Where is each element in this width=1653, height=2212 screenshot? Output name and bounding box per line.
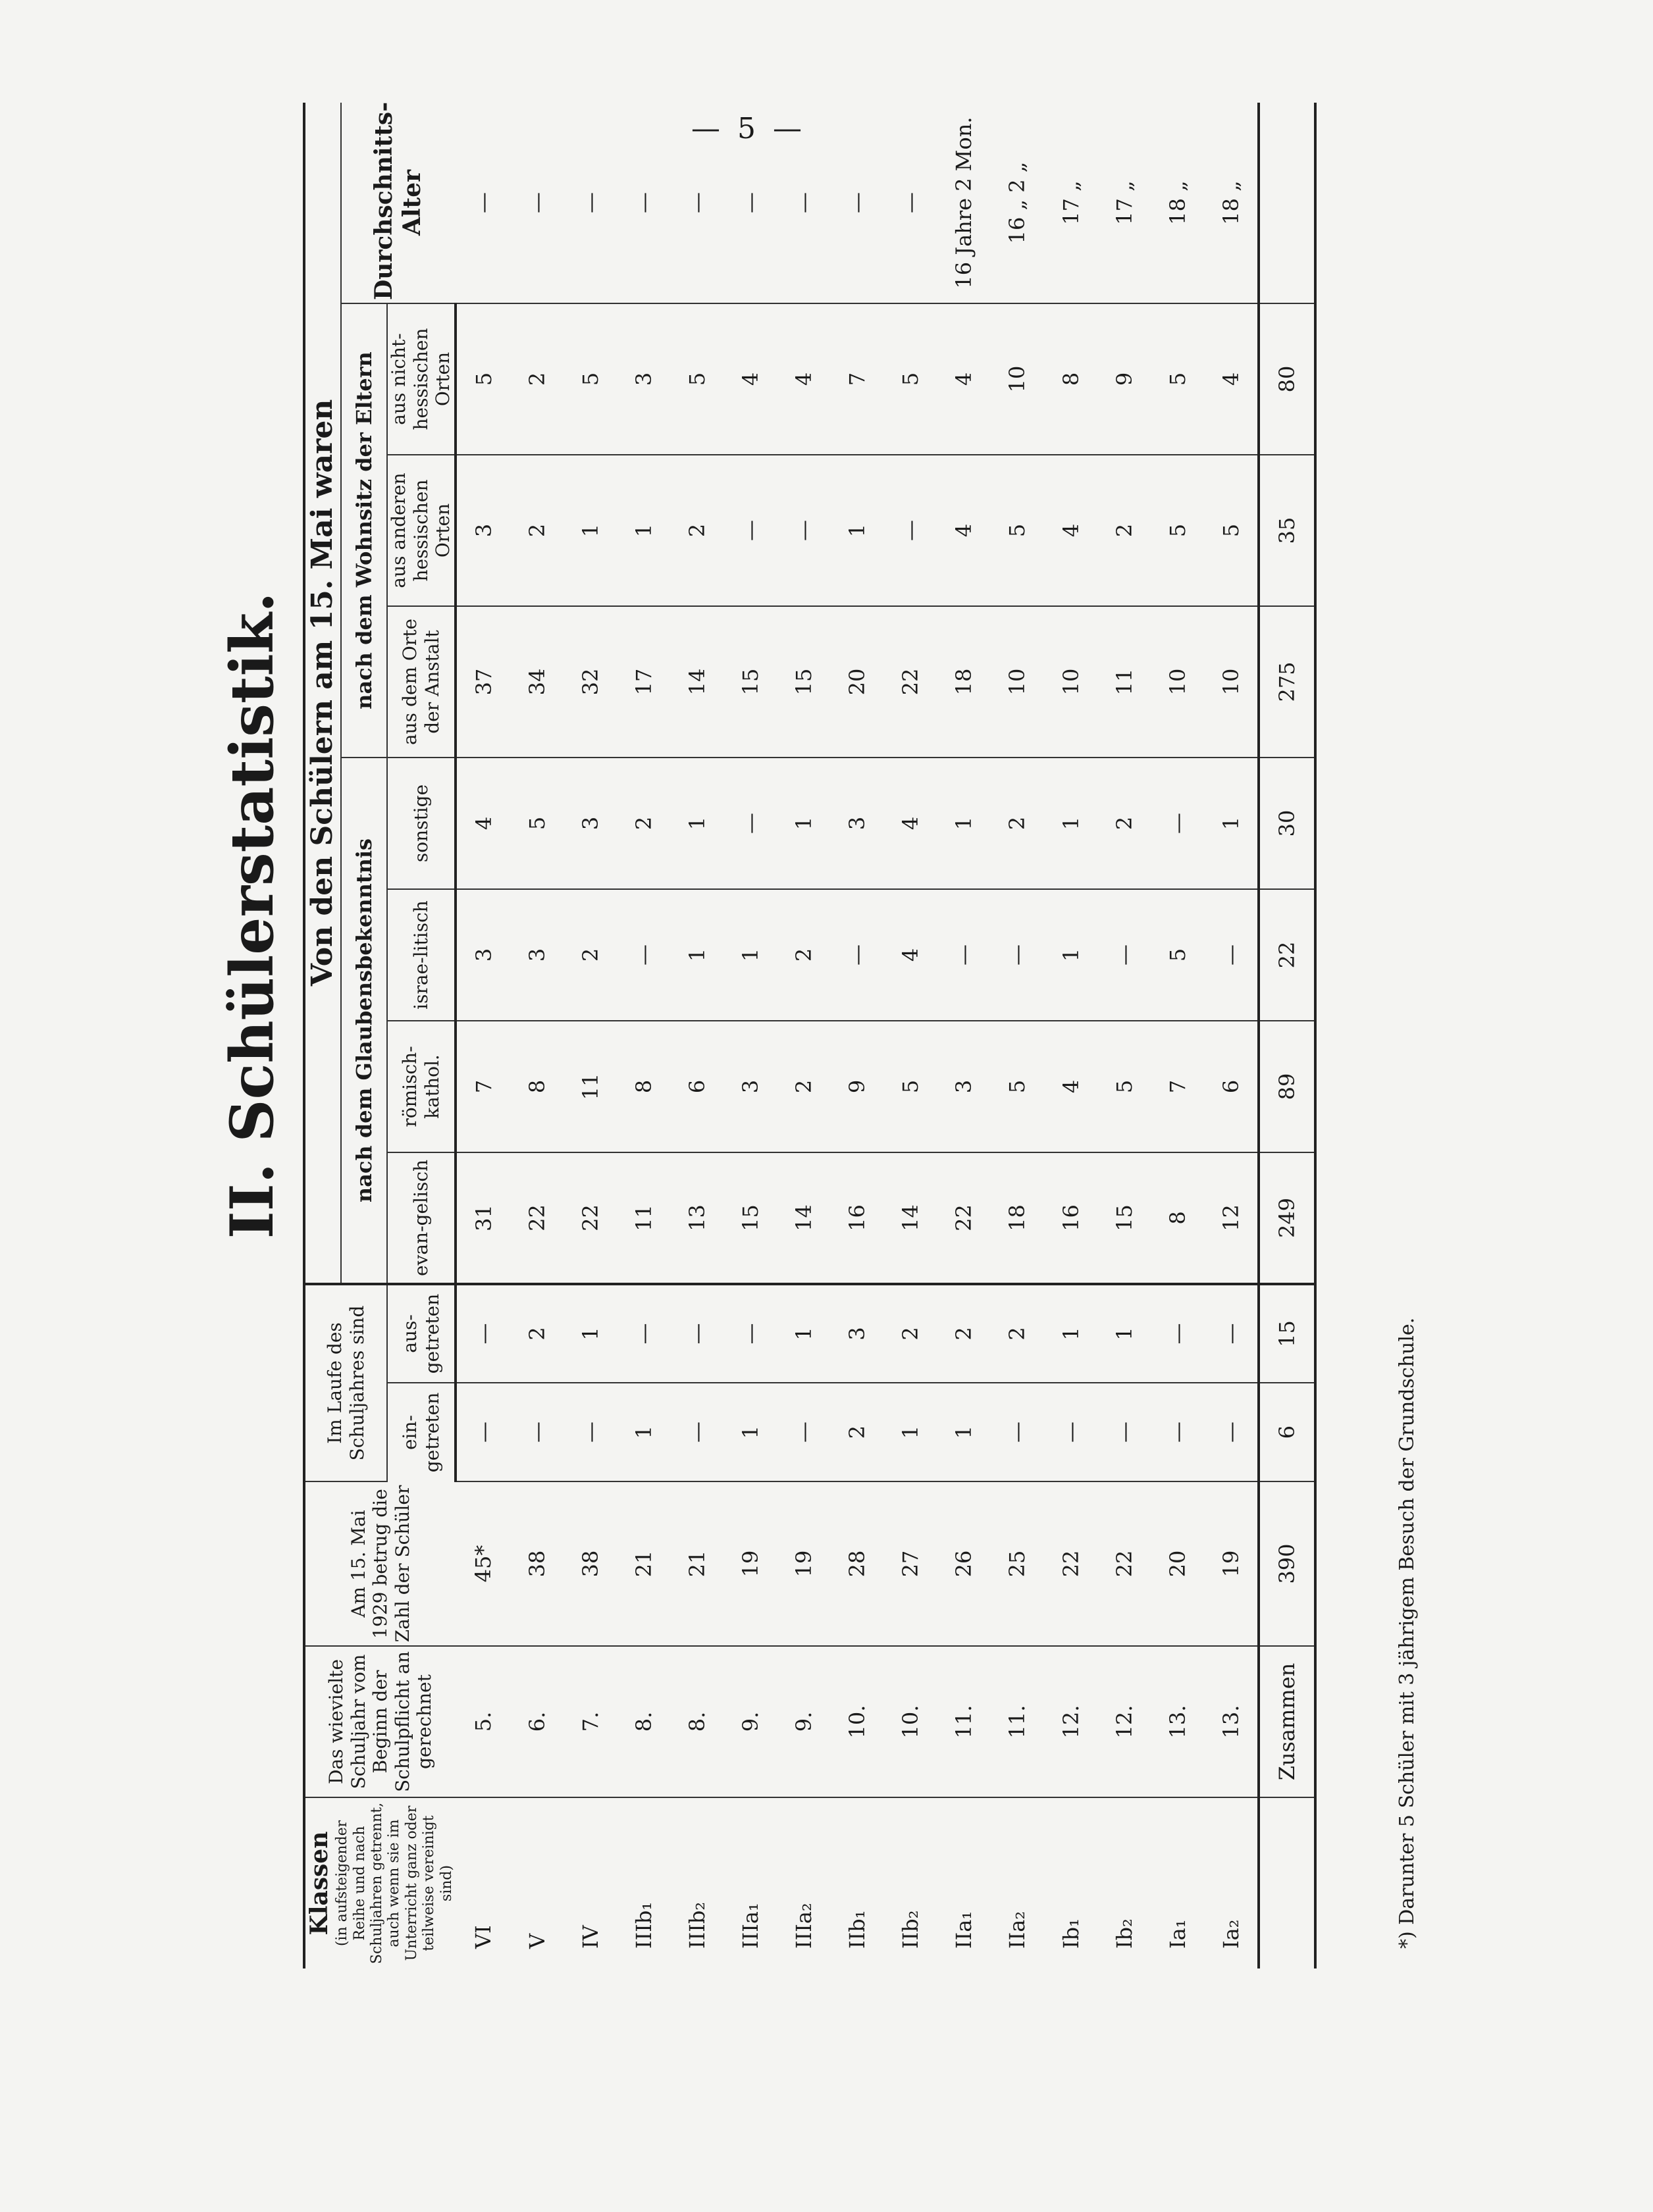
cell-ein: — <box>564 1383 617 1481</box>
cell-alter: 18 „ <box>1151 103 1204 303</box>
cell-schuljahr: 8. <box>670 1646 723 1797</box>
cell-sonst: — <box>1151 758 1204 889</box>
cell-klasse: Ib₂ <box>1111 1918 1137 1949</box>
cell-ev: 31 <box>456 1152 510 1284</box>
total-cell-label: Zusammen <box>1259 1646 1315 1797</box>
cell-isr: 2 <box>777 889 831 1021</box>
cell-ort: 10 <box>1204 606 1259 758</box>
cell-ein: 1 <box>724 1383 777 1481</box>
cell-isr: 1 <box>670 889 723 1021</box>
header-katholisch: römisch-kathol. <box>387 1021 456 1152</box>
cell-zahl: 19 <box>777 1481 831 1646</box>
cell-aus: 2 <box>991 1284 1044 1383</box>
cell-schuljahr: 12. <box>1097 1646 1151 1797</box>
cell-hess: 2 <box>1097 455 1151 606</box>
header-alter: Durchschnitts-Alter <box>341 103 456 303</box>
header-von-den-schuelern: Von den Schülern am 15. Mai waren <box>304 103 341 1284</box>
cell-sonst: 3 <box>831 758 884 889</box>
cell-sonst: 2 <box>1097 758 1151 889</box>
cell-klasse: Ia₁ <box>1165 1919 1190 1949</box>
cell-zahl: 21 <box>617 1481 670 1646</box>
cell-ort: 37 <box>456 606 510 758</box>
header-klassen <box>304 1797 456 1968</box>
cell-nichthess: 4 <box>937 303 991 455</box>
cell-sonst: 1 <box>670 758 723 889</box>
cell-alter: — <box>456 103 510 303</box>
cell-aus: — <box>1204 1284 1259 1383</box>
cell-sonst: 1 <box>937 758 991 889</box>
cell-schuljahr: 9. <box>777 1646 831 1797</box>
table-row <box>991 103 1044 1968</box>
cell-aus: 1 <box>1044 1284 1097 1383</box>
cell-schuljahr: 10. <box>831 1646 884 1797</box>
cell-kath: 2 <box>777 1021 831 1152</box>
header-sonstige: sonstige <box>387 758 456 889</box>
cell-kath: 9 <box>831 1021 884 1152</box>
cell-nichthess: 9 <box>1097 303 1151 455</box>
cell-isr: — <box>831 889 884 1021</box>
cell-hess: 5 <box>991 455 1044 606</box>
table-row <box>1097 103 1151 1968</box>
table-row <box>1044 103 1097 1968</box>
cell-alter: 16 „ 2 „ <box>991 103 1044 303</box>
cell-aus: — <box>724 1284 777 1383</box>
cell-aus: — <box>456 1284 510 1383</box>
cell-aus: 1 <box>777 1284 831 1383</box>
cell-klasse: IIIa₁ <box>738 1903 764 1949</box>
cell-klasse: IIa₂ <box>1005 1911 1030 1949</box>
cell-ein: — <box>991 1383 1044 1481</box>
header-israelitisch: israe-litisch <box>387 889 456 1021</box>
cell-alter: — <box>670 103 723 303</box>
header-glaubensbekenntnis: nach dem Glaubensbekenntnis <box>341 758 387 1284</box>
cell-kath: 5 <box>1097 1021 1151 1152</box>
cell-hess: — <box>724 455 777 606</box>
cell-klasse: V <box>524 1933 550 1949</box>
cell-hess: 1 <box>564 455 617 606</box>
cell-kath: 7 <box>456 1021 510 1152</box>
cell-alter: — <box>884 103 937 303</box>
cell-isr: 3 <box>510 889 564 1021</box>
cell-ein: — <box>777 1383 831 1481</box>
cell-isr: — <box>1097 889 1151 1021</box>
cell-hess: 4 <box>937 455 991 606</box>
header-evangelisch: evan-gelisch <box>387 1152 456 1284</box>
cell-zahl: 28 <box>831 1481 884 1646</box>
cell-kath: 6 <box>1204 1021 1259 1152</box>
cell-nichthess: 5 <box>564 303 617 455</box>
cell-nichthess: 3 <box>617 303 670 455</box>
cell-ort: 17 <box>617 606 670 758</box>
cell-alter: — <box>617 103 670 303</box>
cell-schuljahr: 6. <box>510 1646 564 1797</box>
cell-isr: — <box>1204 889 1259 1021</box>
cell-ort: 11 <box>1097 606 1151 758</box>
cell-ein: 1 <box>884 1383 937 1481</box>
cell-sonst: 3 <box>564 758 617 889</box>
cell-zahl: 19 <box>724 1481 777 1646</box>
table-row <box>617 103 670 1968</box>
cell-kath: 7 <box>1151 1021 1204 1152</box>
cell-ev: 11 <box>617 1152 670 1284</box>
cell-ein: — <box>456 1383 510 1481</box>
cell-ort: 10 <box>1044 606 1097 758</box>
cell-klasse: Ib₁ <box>1058 1918 1084 1949</box>
footnote: *) Darunter 5 Schüler mit 3 jährigem Besuch der Grundschule. <box>1396 1317 1419 1949</box>
cell-nichthess: 5 <box>884 303 937 455</box>
total-cell-aus: 15 <box>1259 1284 1315 1383</box>
header-wohnsitz: nach dem Wohnsitz der Eltern <box>341 303 387 758</box>
cell-aus: 2 <box>510 1284 564 1383</box>
cell-ein: — <box>1204 1383 1259 1481</box>
cell-sonst: 2 <box>617 758 670 889</box>
total-row <box>1259 103 1315 1968</box>
cell-klasse: VI <box>470 1925 496 1949</box>
cell-ein: — <box>1097 1383 1151 1481</box>
table-row <box>1151 103 1204 1968</box>
cell-zahl: 20 <box>1151 1481 1204 1646</box>
cell-zahl: 26 <box>937 1481 991 1646</box>
cell-sonst: 4 <box>884 758 937 889</box>
cell-ort: 34 <box>510 606 564 758</box>
cell-schuljahr: 13. <box>1151 1646 1204 1797</box>
cell-ein: 1 <box>937 1383 991 1481</box>
cell-ort: 10 <box>1151 606 1204 758</box>
table-row <box>564 103 617 1968</box>
cell-alter: 17 „ <box>1044 103 1097 303</box>
cell-nichthess: 10 <box>991 303 1044 455</box>
header-klassen-title: Klassen <box>305 1831 333 1936</box>
cell-schuljahr: 13. <box>1204 1646 1259 1797</box>
cell-aus: — <box>670 1284 723 1383</box>
cell-hess: 1 <box>831 455 884 606</box>
cell-kath: 4 <box>1044 1021 1097 1152</box>
cell-aus: 1 <box>564 1284 617 1383</box>
cell-ort: 20 <box>831 606 884 758</box>
cell-kath: 3 <box>937 1021 991 1152</box>
cell-aus: — <box>617 1284 670 1383</box>
cell-ort: 18 <box>937 606 991 758</box>
cell-nichthess: 2 <box>510 303 564 455</box>
cell-ev: 15 <box>1097 1152 1151 1284</box>
cell-ev: 12 <box>1204 1152 1259 1284</box>
cell-alter: — <box>564 103 617 303</box>
total-cell-hess: 35 <box>1259 455 1315 606</box>
header-zahl: Am 15. Mai 1929 betrug die Zahl der Schüler <box>304 1481 456 1646</box>
total-cell-nichthess: 80 <box>1259 303 1315 455</box>
cell-ein: 1 <box>617 1383 670 1481</box>
cell-klasse: IIIb₁ <box>631 1901 656 1949</box>
cell-nichthess: 4 <box>724 303 777 455</box>
cell-isr: — <box>937 889 991 1021</box>
cell-hess: 1 <box>617 455 670 606</box>
header-klassen-note: (in aufsteigender Reihe und nach Schuljahren getrennt, auch wenn sie im Unterricht ganz oder teilweise vereinigt sind) <box>334 1802 455 1965</box>
cell-alter: 17 „ <box>1097 103 1151 303</box>
cell-zahl: 27 <box>884 1481 937 1646</box>
cell-klasse: IV <box>577 1925 603 1949</box>
cell-klasse: IIa₁ <box>951 1911 977 1949</box>
cell-schuljahr: 11. <box>937 1646 991 1797</box>
cell-schuljahr: 8. <box>617 1646 670 1797</box>
header-ausgetreten: aus-getreten <box>387 1284 456 1383</box>
cell-ev: 22 <box>510 1152 564 1284</box>
cell-sonst: 1 <box>1044 758 1097 889</box>
header-nicht-hessisch: aus nicht-hessischen Orten <box>387 303 456 455</box>
total-cell-ort: 275 <box>1259 606 1315 758</box>
table-row <box>777 103 831 1968</box>
cell-kath: 5 <box>884 1021 937 1152</box>
table-row <box>724 103 777 1968</box>
cell-ein: — <box>1151 1383 1204 1481</box>
cell-ort: 15 <box>777 606 831 758</box>
table-row <box>1204 103 1259 1968</box>
cell-ort: 32 <box>564 606 617 758</box>
cell-ev: 22 <box>937 1152 991 1284</box>
cell-aus: 2 <box>937 1284 991 1383</box>
cell-hess: 4 <box>1044 455 1097 606</box>
cell-hess: 5 <box>1204 455 1259 606</box>
cell-hess: 3 <box>456 455 510 606</box>
cell-isr: 1 <box>1044 889 1097 1021</box>
cell-ev: 8 <box>1151 1152 1204 1284</box>
cell-sonst: 4 <box>456 758 510 889</box>
cell-schuljahr: 9. <box>724 1646 777 1797</box>
cell-sonst: 1 <box>777 758 831 889</box>
total-cell-isr: 22 <box>1259 889 1315 1021</box>
cell-kath: 6 <box>670 1021 723 1152</box>
table-row <box>831 103 884 1968</box>
header-eingetreten: ein-getreten <box>387 1383 456 1481</box>
cell-ev: 16 <box>831 1152 884 1284</box>
cell-ev: 18 <box>991 1152 1044 1284</box>
cell-alter: 18 „ <box>1204 103 1259 303</box>
cell-isr: — <box>991 889 1044 1021</box>
cell-nichthess: 5 <box>1151 303 1204 455</box>
table-row <box>510 103 564 1968</box>
cell-ev: 14 <box>884 1152 937 1284</box>
student-statistics-table <box>303 103 1317 1968</box>
cell-schuljahr: 11. <box>991 1646 1044 1797</box>
cell-ev: 22 <box>564 1152 617 1284</box>
cell-zahl: 21 <box>670 1481 723 1646</box>
table-row <box>937 103 991 1968</box>
cell-isr: — <box>617 889 670 1021</box>
table-body <box>456 103 1315 1968</box>
cell-kath: 3 <box>724 1021 777 1152</box>
cell-alter: 16 Jahre 2 Mon. <box>937 103 991 303</box>
cell-nichthess: 4 <box>777 303 831 455</box>
cell-ort: 15 <box>724 606 777 758</box>
page-number: — 5 — <box>691 112 806 145</box>
cell-aus: — <box>1151 1284 1204 1383</box>
cell-isr: 3 <box>456 889 510 1021</box>
cell-ein: 2 <box>831 1383 884 1481</box>
table-row <box>884 103 937 1968</box>
cell-hess: — <box>884 455 937 606</box>
cell-schuljahr: 5. <box>456 1646 510 1797</box>
cell-sonst: 2 <box>991 758 1044 889</box>
cell-alter: — <box>724 103 777 303</box>
cell-klasse: IIIb₂ <box>684 1901 710 1949</box>
header-schuljahr: Das wievielte Schuljahr vom Beginn der Schulpflicht an gerechnet <box>304 1646 456 1797</box>
cell-ein: — <box>510 1383 564 1481</box>
cell-nichthess: 8 <box>1044 303 1097 455</box>
total-cell-sonst: 30 <box>1259 758 1315 889</box>
cell-klasse: IIb₁ <box>845 1910 870 1949</box>
cell-zahl: 38 <box>510 1481 564 1646</box>
cell-klasse: Ia₂ <box>1218 1919 1244 1949</box>
total-cell-kath: 89 <box>1259 1021 1315 1152</box>
cell-aus: 2 <box>884 1284 937 1383</box>
page-title: II. Schülerstatistik. <box>217 592 287 1239</box>
cell-zahl: 25 <box>991 1481 1044 1646</box>
cell-ev: 16 <box>1044 1152 1097 1284</box>
cell-alter: — <box>510 103 564 303</box>
cell-ein: — <box>670 1383 723 1481</box>
total-cell-ev: 249 <box>1259 1152 1315 1284</box>
cell-nichthess: 7 <box>831 303 884 455</box>
table-row <box>456 103 510 1968</box>
cell-kath: 5 <box>991 1021 1044 1152</box>
total-cell-empty <box>1259 1797 1315 1968</box>
cell-hess: 5 <box>1151 455 1204 606</box>
cell-zahl: 22 <box>1044 1481 1097 1646</box>
cell-ev: 14 <box>777 1152 831 1284</box>
cell-isr: 4 <box>884 889 937 1021</box>
header-hessisch: aus anderen hessischen Orten <box>387 455 456 606</box>
cell-ort: 10 <box>991 606 1044 758</box>
cell-schuljahr: 12. <box>1044 1646 1097 1797</box>
cell-hess: 2 <box>670 455 723 606</box>
cell-sonst: — <box>724 758 777 889</box>
cell-kath: 11 <box>564 1021 617 1152</box>
cell-hess: — <box>777 455 831 606</box>
cell-klasse: IIb₂ <box>898 1910 924 1949</box>
table-row <box>670 103 723 1968</box>
header-laufe: Im Laufe des Schuljahres sind <box>304 1284 387 1481</box>
cell-ort: 22 <box>884 606 937 758</box>
total-cell-ein: 6 <box>1259 1383 1315 1481</box>
cell-nichthess: 5 <box>670 303 723 455</box>
total-cell-alter <box>1259 103 1315 303</box>
cell-alter: — <box>831 103 884 303</box>
cell-isr: 2 <box>564 889 617 1021</box>
total-cell-zahl: 390 <box>1259 1481 1315 1646</box>
cell-nichthess: 5 <box>456 303 510 455</box>
cell-aus: 3 <box>831 1284 884 1383</box>
cell-ev: 15 <box>724 1152 777 1284</box>
header-ort: aus dem Orte der Anstalt <box>387 606 456 758</box>
cell-aus: 1 <box>1097 1284 1151 1383</box>
cell-ev: 13 <box>670 1152 723 1284</box>
cell-zahl: 38 <box>564 1481 617 1646</box>
cell-ort: 14 <box>670 606 723 758</box>
cell-ein: — <box>1044 1383 1097 1481</box>
cell-schuljahr: 10. <box>884 1646 937 1797</box>
cell-isr: 1 <box>724 889 777 1021</box>
cell-nichthess: 4 <box>1204 303 1259 455</box>
cell-alter: — <box>777 103 831 303</box>
cell-sonst: 1 <box>1204 758 1259 889</box>
cell-isr: 5 <box>1151 889 1204 1021</box>
cell-kath: 8 <box>617 1021 670 1152</box>
cell-zahl: 19 <box>1204 1481 1259 1646</box>
cell-zahl: 45* <box>456 1481 510 1646</box>
cell-hess: 2 <box>510 455 564 606</box>
cell-zahl: 22 <box>1097 1481 1151 1646</box>
cell-schuljahr: 7. <box>564 1646 617 1797</box>
cell-sonst: 5 <box>510 758 564 889</box>
cell-kath: 8 <box>510 1021 564 1152</box>
cell-klasse: IIIa₂ <box>791 1903 817 1949</box>
